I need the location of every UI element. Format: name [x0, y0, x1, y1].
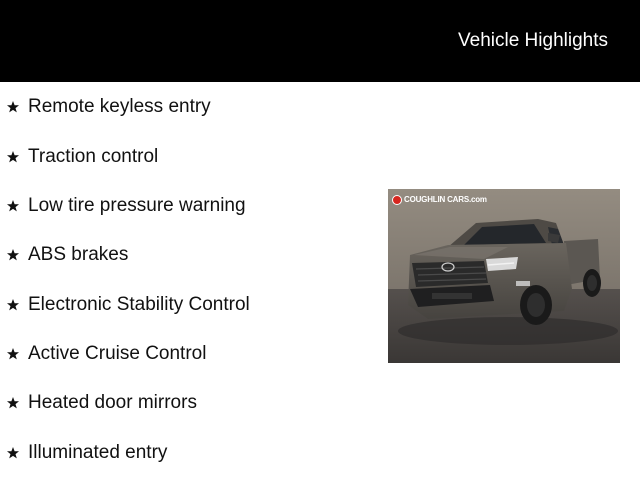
feature-label: Remote keyless entry	[28, 96, 211, 117]
feature-item	[6, 391, 197, 415]
feature-item	[6, 95, 211, 119]
star-icon	[6, 298, 20, 312]
page-title: Vehicle Highlights	[458, 30, 608, 51]
star-icon	[6, 347, 20, 361]
feature-item	[6, 194, 246, 218]
dealer-logo	[392, 195, 487, 205]
star-icon	[6, 396, 20, 410]
feature-label: ABS brakes	[28, 244, 129, 265]
feature-item	[6, 293, 250, 317]
feature-label: Heated door mirrors	[28, 392, 197, 413]
feature-item	[6, 342, 206, 366]
feature-label: Low tire pressure warning	[28, 195, 246, 216]
feature-label: Illuminated entry	[28, 442, 168, 463]
star-icon	[6, 199, 20, 213]
star-icon	[6, 100, 20, 114]
pickup-truck-image	[388, 189, 620, 363]
dealer-logo-text: COUGHLIN CARS.com	[404, 195, 487, 204]
star-icon	[6, 150, 20, 164]
feature-item	[6, 145, 158, 169]
feature-item	[6, 441, 167, 465]
feature-label: Traction control	[28, 146, 159, 167]
feature-item	[6, 243, 128, 267]
dealer-logo-icon	[392, 195, 402, 205]
vehicle-photo	[388, 189, 620, 363]
feature-label: Active Cruise Control	[28, 343, 207, 364]
feature-label: Electronic Stability Control	[28, 294, 250, 315]
star-icon	[6, 248, 20, 262]
star-icon	[6, 446, 20, 460]
